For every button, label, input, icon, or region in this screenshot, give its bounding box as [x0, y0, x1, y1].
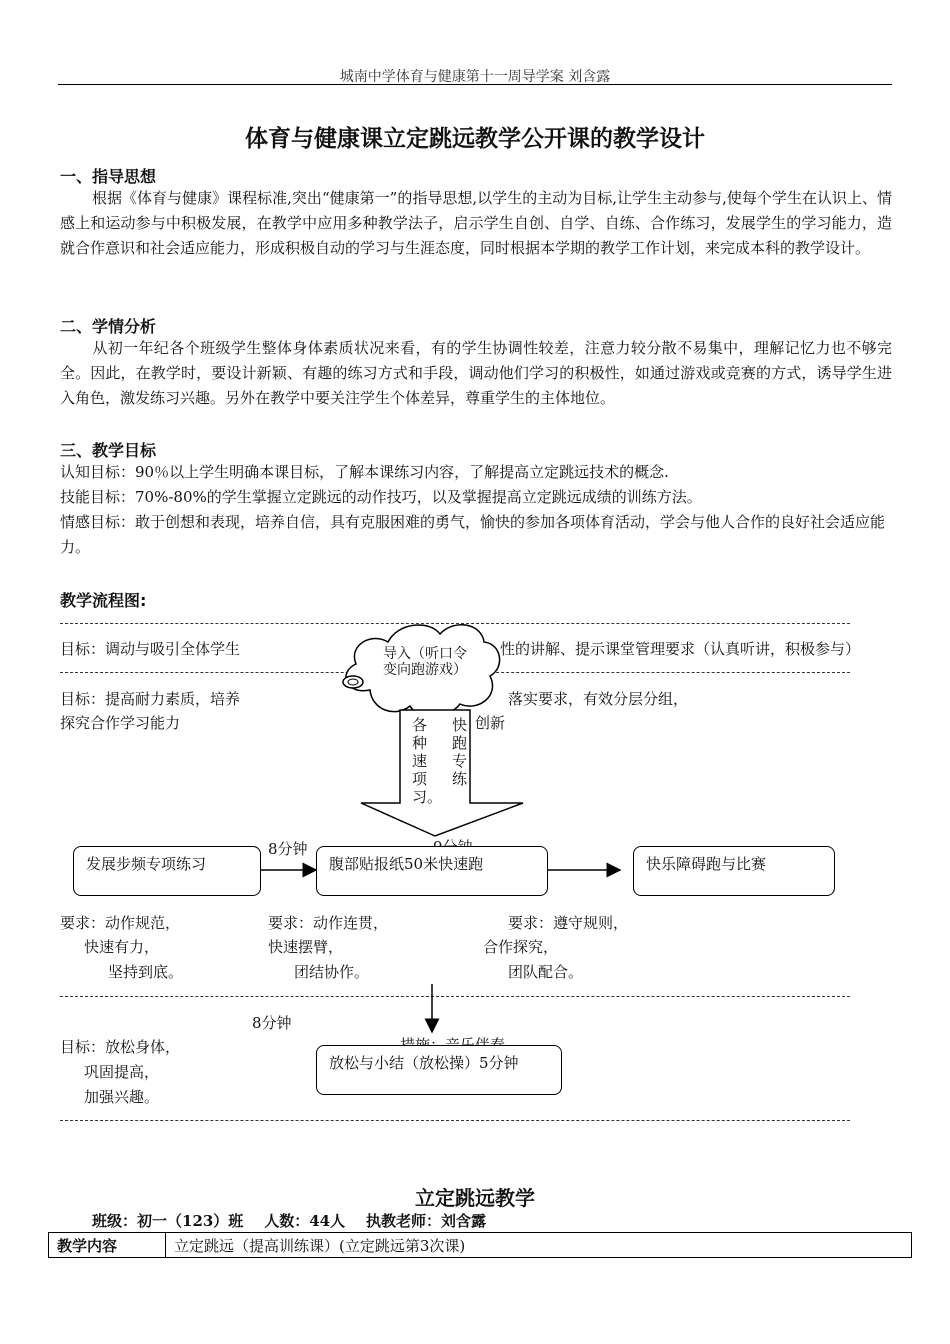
table-row — [49, 1233, 912, 1258]
table-value-cell: 立定跳远（提高训练课）(立定跳远第3次课) — [166, 1233, 912, 1258]
req-3-line1: 要求：遵守规则， — [508, 914, 629, 932]
req-3-line2: 合作探究， — [483, 938, 559, 956]
goal-3-line1: 目标：放松身体， — [60, 1038, 181, 1056]
objective-skill: 技能目标：70%-80%的学生掌握立定跳远的动作技巧，以及掌握提高立定跳远成绩的训练方法。 — [60, 488, 702, 506]
activity-box-relax-label: 放松与小结（放松操）5分钟 — [329, 1054, 519, 1072]
page-header: 城南中学体育与健康第十一周导学案 刘含露 — [339, 69, 611, 85]
time-label: 8分钟 — [252, 1014, 292, 1032]
lesson-title: 立定跳远教学 — [415, 1186, 535, 1210]
lesson-table — [48, 1232, 912, 1258]
arrow-text-right: 快跑专练 — [452, 716, 468, 788]
req-3-line3: 团队配合。 — [508, 963, 584, 981]
activity-box-3-label: 快乐障碍跑与比赛 — [646, 855, 767, 873]
section-3-heading: 三、教学目标 — [60, 441, 157, 460]
section-2-heading: 二、学情分析 — [60, 317, 157, 336]
document-title: 体育与健康课立定跳远教学公开课的教学设计 — [245, 126, 705, 152]
activity-box-3 — [633, 846, 835, 896]
activity-box-relax — [316, 1045, 562, 1095]
objective-cognitive: 认知目标：90％以上学生明确本课目标，了解本课练习内容，了解提高立定跳远技术的概念. — [60, 463, 669, 481]
arrow-text-left: 各种速项习。 — [412, 716, 443, 806]
section-1-heading: 一、指导思想 — [60, 167, 157, 186]
goal-2-line2: 探究合作学习能力 — [60, 714, 181, 732]
time-label — [433, 836, 473, 846]
goal-2-right1: 落实要求，有效分层分组， — [508, 690, 689, 708]
goal-3-line3: 加强兴趣。 — [84, 1088, 160, 1106]
activity-box-1-label: 发展步频专项练习 — [86, 855, 207, 873]
flowchart-heading: 教学流程图: — [60, 591, 147, 610]
goal-1: 目标：调动与吸引全体学生 — [60, 640, 241, 658]
activity-box-2 — [316, 846, 548, 896]
activity-box-1 — [73, 846, 261, 896]
goal-2-right2: 创新 — [475, 714, 506, 732]
measures-text — [400, 1034, 505, 1044]
table-label-cell: 教学内容 — [49, 1233, 166, 1258]
section-1-body: 根据《体育与健康》课程标准,突出“健康第一”的指导思想,以学生的主动为目标,让学生主动参与,使每个学生在认识上、情感上和运动参与中积极发展，在教学中应用多种教学法子，启示学生自创、自学、自练、合作练习，发展学生的学习能力，造就合作意识和社会适应能力，形成积极自动的学习与生涯态度，同时根据本学期的教学工作计划，来完成本科的教学设计。 — [60, 189, 892, 257]
goal-3-line2: 巩固提高， — [84, 1063, 160, 1081]
req-1-line3: 坚持到底。 — [108, 963, 184, 981]
cloud-bubble — [343, 676, 363, 688]
req-2-line3: 团结协作。 — [294, 963, 370, 981]
cloud-text: 导入（听口令变向跑游戏） — [383, 646, 467, 678]
req-2-line2: 快速摆臂， — [268, 938, 344, 956]
goal-2-line1: 目标：提高耐力素质，培养 — [60, 690, 241, 708]
activity-box-2-label: 腹部贴报纸50米快速跑 — [329, 855, 484, 873]
req-2-line1: 要求：动作连贯， — [268, 914, 389, 932]
req-1-line1: 要求：动作规范， — [60, 914, 181, 932]
goal-1-right: 性的讲解、提示课堂管理要求（认真听讲，积极参与） — [500, 640, 861, 658]
objective-emotional: 情感目标：敢于创想和表现，培养自信，具有克服困难的勇气，愉快的参加各项体育活动，学会与他人合作的良好社会适应能力。 — [60, 513, 886, 556]
section-2-body: 从初一年纪各个班级学生整体身体素质状况来看，有的学生协调性较差，注意力较分散不易集中，理解记忆力也不够完全。因此，在教学时，要设计新颖、有趣的练习方式和手段，调动他们学习的积极性，如通过游戏或竞赛的方式，诱导学生进入角色，激发练习兴趣。另外在教学中要关注学生个体差异，尊重学生的主体地位。 — [60, 339, 892, 407]
time-label: 8分钟 — [268, 840, 308, 858]
req-1-line2: 快速有力， — [84, 938, 160, 956]
lesson-info: 班级：初一（123）班 人数：44人 执教老师：刘含露 — [92, 1212, 486, 1230]
